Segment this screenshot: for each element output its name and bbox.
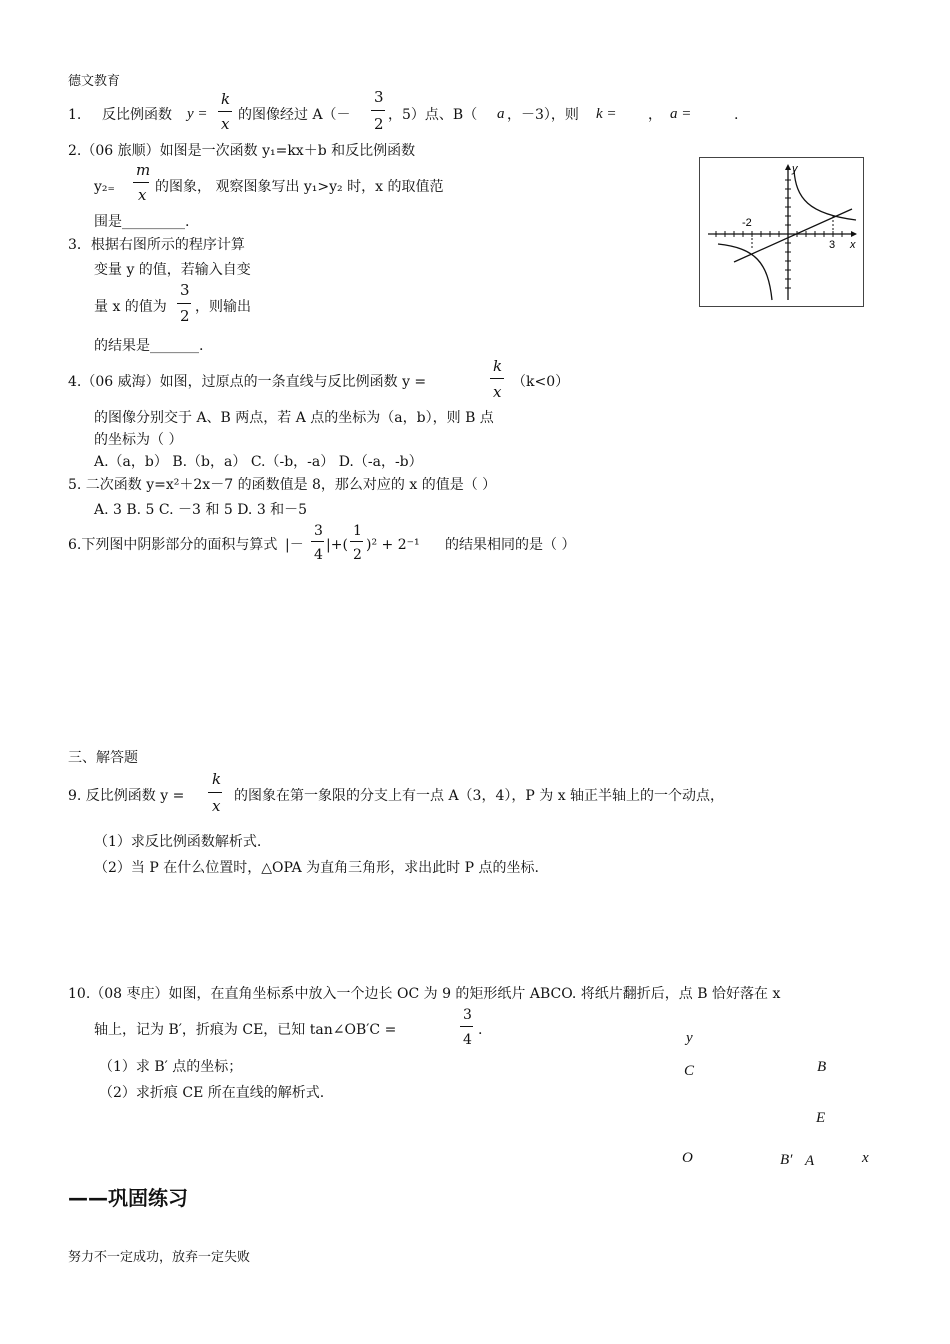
q9-frac-bar [208,792,222,793]
graph-svg [700,158,863,306]
q4-frac-bar [490,378,504,379]
q2-frac-num: m [136,161,151,179]
hyperbola-branch-first [794,170,856,220]
q2-y2-label: y₂₌ [94,179,115,195]
fig-label-a: A [805,1153,815,1169]
fig-label-o: O [682,1150,693,1166]
q10-frac-bar [460,1026,473,1027]
y-axis-arrow-icon [785,164,791,170]
q4-frac-den: x [493,383,502,401]
footer-text: 努力不一定成功，放弃一定失败 [68,1250,251,1265]
q4-line-1b: （k<0） [512,374,570,390]
q6-frac-den: 4 [314,547,323,563]
q1-a-var: a [497,106,505,122]
q10-sub-2: （2）求折痕 CE 所在直线的解析式. [99,1085,325,1101]
q6-text-b: 的结果相同的是（ ） [445,537,576,553]
q2-line-3: 围是_________. [94,214,190,230]
q10-sub-1: （1）求 B′ 点的坐标； [99,1059,243,1075]
q1-text-a: 反比例函数 [102,107,172,123]
q6-text-a: 6.下列图中阴影部分的面积与算式 [68,537,278,553]
graph-y-label: y [792,163,798,175]
practice-title: ——巩固练习 [68,1186,188,1210]
q2-frac-bar [133,182,149,183]
q1-frac-den: x [221,115,230,133]
q1-dot: . [734,107,739,123]
graph-x-label: x [850,239,856,251]
q3-line-4: 的结果是_______. [94,338,204,354]
q4-line-3: 的坐标为（ ） [94,432,183,448]
header-text: 德文教育 [68,74,121,89]
fig-label-c: C [684,1063,695,1079]
q9-line-1b: 的图象在第一象限的分支上有一点 A（3，4），P 为 x 轴正半轴上的一个动点， [234,788,725,804]
q3-line-1: 3．根据右图所示的程序计算 [68,237,245,253]
q2-line-1: 2.（06 旅顺）如图是一次函数 y₁=kx＋b 和反比例函数 [68,143,416,159]
q6-frac2-num: 1 [353,523,362,539]
hyperbola-branch-third [718,244,772,300]
q9-sub-2: （2）当 P 在什么位置时，△OPA 为直角三角形，求出此时 P 点的坐标. [94,860,539,876]
q1-text-c: ，5）点、B（ [388,107,478,123]
fig-label-x: x [862,1150,869,1166]
q9-line-1a: 9. 反比例函数 y = [68,788,185,804]
q5-options: A. 3 B. 5 C. －3 和 5 D. 3 和－5 [94,502,308,518]
q10-frac-den: 4 [463,1032,472,1048]
q3-frac-num: 3 [180,281,190,299]
q3-line-2: 变量 y 的值，若输入自变 [94,262,251,278]
graph-tick-neg2: -2 [742,217,752,229]
function-graph [699,157,864,307]
q1-y-eq: y = [187,106,208,122]
q10-frac-num: 3 [463,1007,472,1023]
q1-text-b: 的图像经过 A（－ [238,107,351,123]
q2-line-2: 的图象， 观察图象写出 y₁>y₂ 时，x 的取值范 [155,179,444,195]
q10-line-1: 10.（08 枣庄）如图，在直角坐标系中放入一个边长 OC 为 9 的矩形纸片 ABCO. 将纸片翻折后，点 B 恰好落在 x [68,986,781,1002]
q1-frac2-bar [371,110,385,111]
fig-label-e: E [816,1110,826,1126]
q1-text-d: ，－3），则 [507,107,579,123]
q1-k-eq: k = [596,106,617,122]
fig-label-b-prime: B′ [780,1152,793,1168]
q6-frac2-den: 2 [353,547,362,563]
section-3-title: 三、解答题 [68,750,138,766]
q6-abs-close: |+( [326,537,348,553]
q4-line-2: 的图像分别交于 A、B 两点，若 A 点的坐标为（a，b），则 B 点 [94,410,494,426]
q3-frac-den: 2 [180,307,190,325]
q6-frac2-bar [350,541,363,542]
q4-options: A.（a，b） B.（b，a） C.（-b，-a） D.（-a，-b） [94,454,423,470]
q1-comma: ， [648,107,662,123]
q1-frac-bar [218,111,232,112]
q1-a-eq: a = [670,106,692,122]
q9-frac-den: x [212,797,221,815]
fig-label-y: y [686,1030,693,1046]
q1-frac-num: k [221,90,231,108]
q10-line-2a: 轴上，记为 B′，折痕为 CE，已知 tan∠OB′C = [94,1022,397,1038]
q3-line-3b: ，则输出 [195,299,251,315]
q1-frac2-den: 2 [374,115,384,133]
q1-number: 1. [68,107,82,123]
q3-frac-bar [177,303,191,304]
fig-label-b: B [817,1059,827,1075]
q6-frac-num: 3 [314,523,323,539]
q10-line-2b: . [478,1022,483,1038]
q1-frac2-num: 3 [374,88,384,106]
graph-tick-3: 3 [829,239,836,251]
q9-frac-num: k [212,770,222,788]
q5-line-1: 5. 二次函数 y=x²＋2x－7 的函数值是 8，那么对应的 x 的值是（ ） [68,477,497,493]
q6-pow-part: )² + 2⁻¹ [366,537,420,553]
q9-sub-1: （1）求反比例函数解析式. [94,834,262,850]
q2-frac-den: x [138,186,147,204]
q3-line-3a: 量 x 的值为 [94,299,167,315]
q4-frac-num: k [493,357,503,375]
x-axis-arrow-icon [851,231,857,237]
q4-line-1a: 4.（06 威海）如图，过原点的一条直线与反比例函数 y = [68,374,427,390]
q6-abs-open: |－ [285,537,304,553]
q6-frac-bar [311,541,324,542]
